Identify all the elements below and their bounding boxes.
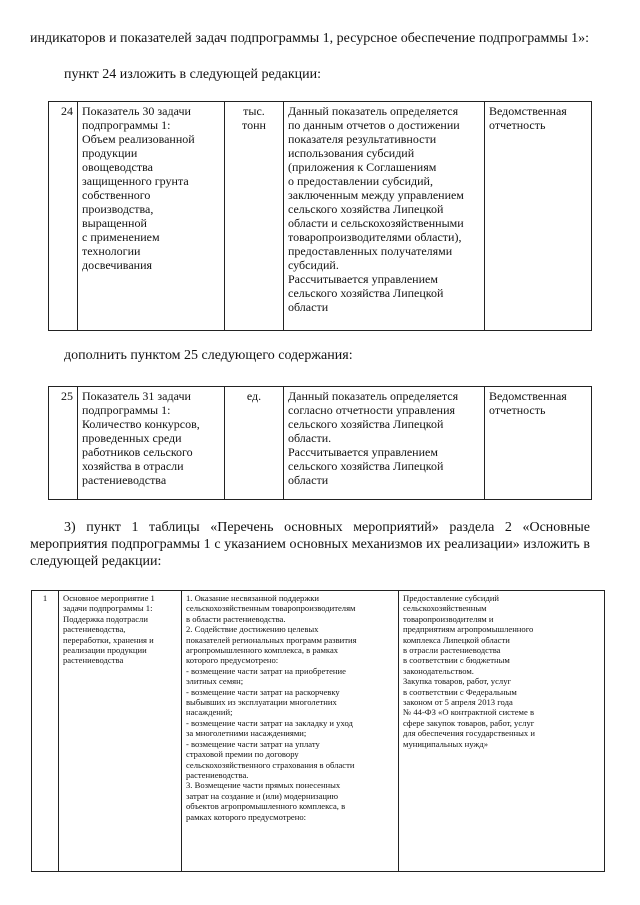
description-cell xyxy=(284,102,485,331)
item-3-paragraph: 3) пункт 1 таблицы «Перечень основных мероприятий» раздела 2 «Основные мероприятия подпрограммы 1 с указанием основных механизмов их реализации» изложить в следующей редакции: xyxy=(30,520,590,569)
indicator-table-24 xyxy=(48,101,592,331)
unit-cell: тыс. тонн xyxy=(225,102,284,331)
mechanism-text: Предоставление субсидий сельскохозяйственным товаропроизводителям и предприятиям агропромышленного комплекса Липецкой области в отрасли растениеводства в соответствии с бюджетным законодательством. Закупка товаров, работ, услуг в соответствии с Федеральным законом от 5 апреля 2013 года № 44-ФЗ «О контрактной системе в сфере закупок товаров, работ, услуг для обеспечения государственных и муниципальных нужд» xyxy=(403,593,535,749)
row-number: 25 xyxy=(49,387,78,500)
source-cell: Ведомственная отчетность xyxy=(485,102,592,331)
unit-cell: ед. xyxy=(225,387,284,500)
indicator-cell xyxy=(78,387,225,500)
mechanism-cell xyxy=(399,591,605,872)
measure-cell xyxy=(59,591,182,872)
indicator-cell xyxy=(78,102,225,331)
indicator-table-25 xyxy=(48,386,592,500)
table-row xyxy=(49,102,592,331)
indicator-text: Показатель 30 задачи подпрограммы 1: Объем реализованной продукции овощеводства защищенного грунта собственного производства, выращенной с применением технологии досвечивания xyxy=(82,104,195,272)
table-row xyxy=(32,591,605,872)
source-cell: Ведомственная отчетность xyxy=(485,387,592,500)
instruction-item-24: пункт 24 изложить в следующей редакции: xyxy=(64,67,321,82)
instruction-item-25: дополнить пунктом 25 следующего содержания: xyxy=(64,348,353,363)
measure-text: Основное мероприятие 1 задачи подпрограммы 1: Поддержка подотрасли растениеводства, переработки, хранения и реализации продукции растениеводства xyxy=(63,593,155,666)
indicator-text: Показатель 31 задачи подпрограммы 1: Количество конкурсов, проведенных среди работников сельского хозяйства в отрасли растениеводства xyxy=(82,389,200,487)
description-cell xyxy=(284,387,485,500)
row-number: 1 xyxy=(32,591,59,872)
description-text: Данный показатель определяется согласно отчетности управления сельского хозяйства Липецкой области. Рассчитывается управлением сельского хозяйства Липецкой области xyxy=(288,389,459,487)
measures-table xyxy=(31,590,605,872)
content-cell xyxy=(182,591,399,872)
description-text: Данный показатель определяется по данным отчетов о достижении показателя результативности использования субсидий (приложения к Соглашениям о предоставлении субсидий, заключенным между управлением сельского хозяйства Липецкой области и сельскохозяйственными товаропроизводителями области), предоставленных получателями субсидий. Рассчитывается управлением сельского хозяйства Липецкой области xyxy=(288,104,464,314)
row-number: 24 xyxy=(49,102,78,331)
intro-paragraph: индикаторов и показателей задач подпрограммы 1, ресурсное обеспечение подпрограммы 1»: xyxy=(30,31,590,46)
table-row xyxy=(49,387,592,500)
content-text: 1. Оказание несвязанной поддержки сельскохозяйственным товаропроизводителям в области растениеводства. 2. Содействие достижению целевых показателей региональных программ развития агропромышленного комплекса, в рамках которого предусмотрено: - возмещение части затрат на приобретение элитных семян; - возмещение части затрат на раскорчевку выбывших из эксплуатации многолетних насаждений; - возмещение части затрат на закладку и уход за многолетними насаждениями; - возмещение части затрат на уплату страховой премии по договору сельскохозяйственного страхования в области растениеводства. 3. Возмещение части прямых понесенных затрат на создание и (или) модернизацию объектов агропромышленного комплекса, в рамках которого предусмотрено: xyxy=(186,593,357,822)
